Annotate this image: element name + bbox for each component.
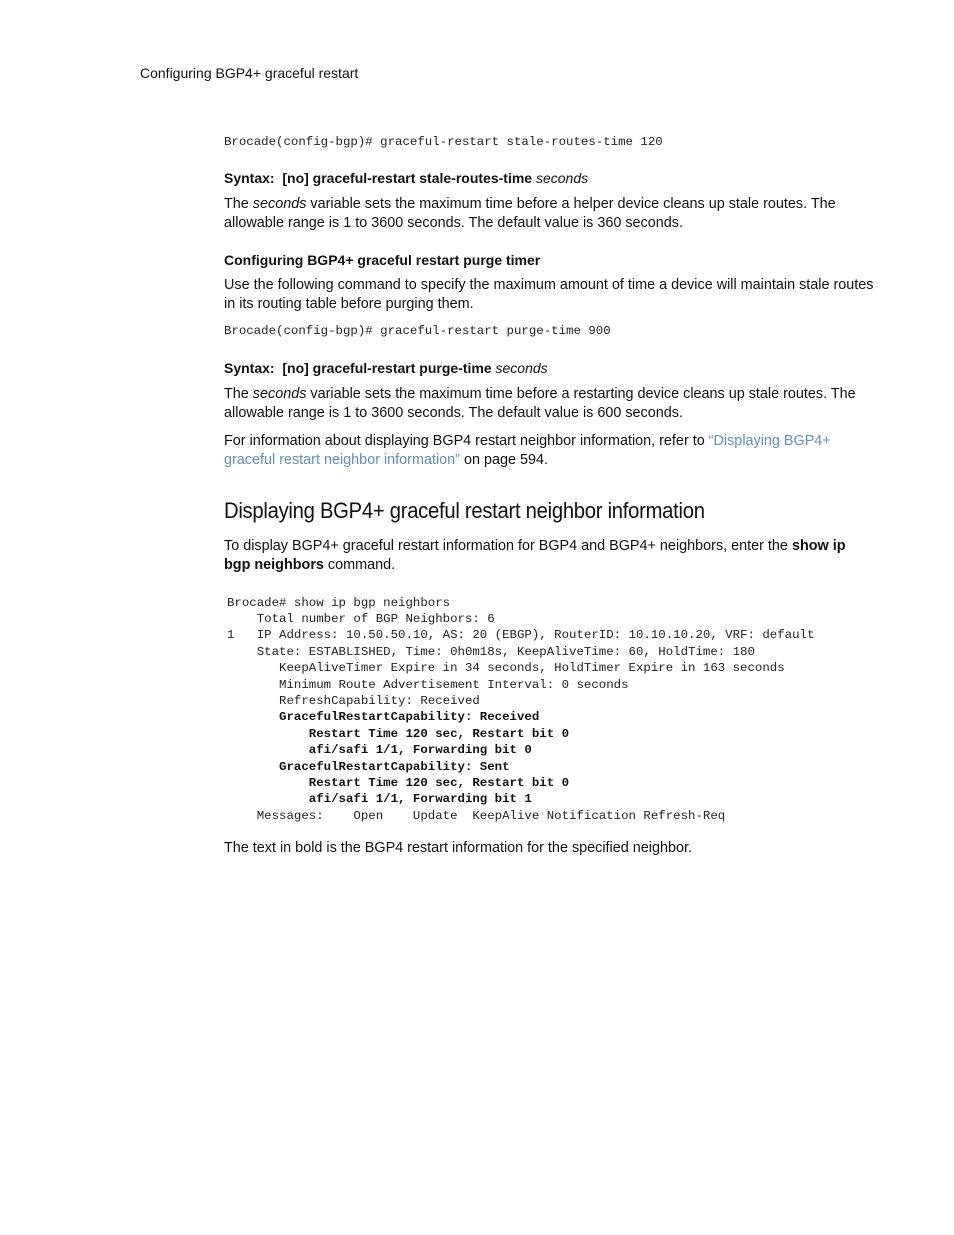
display-intro (224, 537, 874, 575)
page-content (224, 134, 874, 858)
desc-text: The (224, 385, 253, 402)
cross-reference-link[interactable]: “Displaying BGP4+ graceful restart neighbor information” (224, 432, 831, 468)
output-line-bold: afi/safi 1/1, Forwarding bit 1 (227, 792, 532, 807)
desc-variable: seconds (252, 196, 307, 213)
output-line: 1 IP Address: 10.50.50.10, AS: 20 (EBGP), RouterID: 10.10.10.20, VRF: default (227, 628, 815, 643)
purge-timer-heading: Configuring BGP4+ graceful restart purge timer (224, 252, 541, 269)
running-header: Configuring BGP4+ graceful restart (140, 65, 359, 81)
output-line-bold: afi/safi 1/1, Forwarding bit 0 (227, 743, 532, 758)
cross-reference (224, 432, 874, 470)
stale-routes-description (224, 195, 874, 233)
syntax-label: Syntax: (224, 359, 275, 376)
intro-command: show ip bgp neighbors (224, 537, 846, 573)
stale-routes-command-example: Brocade(config-bgp)# graceful-restart stale-routes-time 120 (224, 135, 663, 149)
output-line: KeepAliveTimer Expire in 34 seconds, HoldTimer Expire in 163 seconds (227, 661, 785, 676)
desc-text: The (224, 196, 253, 213)
output-line: Minimum Route Advertisement Interval: 0 seconds (227, 677, 629, 692)
output-line: Total number of BGP Neighbors: 6 (227, 612, 495, 626)
syntax-command: [no] graceful-restart purge-time (282, 359, 492, 376)
output-line: RefreshCapability: Received (227, 694, 480, 709)
intro-text: To display BGP4+ graceful restart information for BGP4 and BGP4+ neighbors, enter the (224, 537, 792, 554)
purge-time-syntax (224, 360, 874, 376)
syntax-argument: seconds (495, 359, 548, 376)
purge-time-description (224, 385, 874, 423)
output-line: Messages: Open Update KeepAlive Notification Refresh-Req (227, 808, 726, 823)
output-line: Brocade# show ip bgp neighbors (227, 595, 451, 610)
output-line-bold: Restart Time 120 sec, Restart bit 0 (227, 726, 570, 741)
output-line-bold: Restart Time 120 sec, Restart bit 0 (227, 776, 570, 791)
purge-time-command-example: Brocade(config-bgp)# graceful-restart purge-time 900 (224, 324, 611, 339)
stale-routes-syntax (224, 170, 874, 186)
show-neighbors-output (227, 595, 874, 825)
desc-text: variable sets the maximum time before a restarting device cleans up stale routes. The allowable range is 1 to 3600 seconds. The default value is 600 seconds. (224, 385, 856, 421)
bold-text-note: The text in bold is the BGP4 restart information for the specified neighbor. (224, 840, 692, 857)
syntax-command: [no] graceful-restart stale-routes-time (282, 170, 533, 187)
output-line-bold: GracefulRestartCapability: Sent (227, 759, 510, 774)
syntax-argument: seconds (535, 170, 589, 187)
desc-text: variable sets the maximum time before a helper device cleans up stale routes. The allowable range is 1 to 3600 seconds. The default value is 360 seconds. (224, 196, 836, 232)
ref-text: For information about displaying BGP4 restart neighbor information, refer to (224, 432, 709, 449)
output-line-bold: GracefulRestartCapability: Received (227, 710, 540, 725)
intro-text: command. (323, 556, 396, 573)
desc-variable: seconds (252, 385, 307, 402)
syntax-label: Syntax: (224, 170, 275, 187)
ref-text: on page 594. (459, 451, 548, 468)
section-title: Displaying BGP4+ graceful restart neighbor information (224, 497, 705, 523)
purge-timer-intro: Use the following command to specify the maximum amount of time a device will maintain stale routes in its routing table before purging them. (224, 277, 874, 313)
output-line: State: ESTABLISHED, Time: 0h0m18s, KeepAliveTime: 60, HoldTime: 180 (227, 644, 755, 659)
